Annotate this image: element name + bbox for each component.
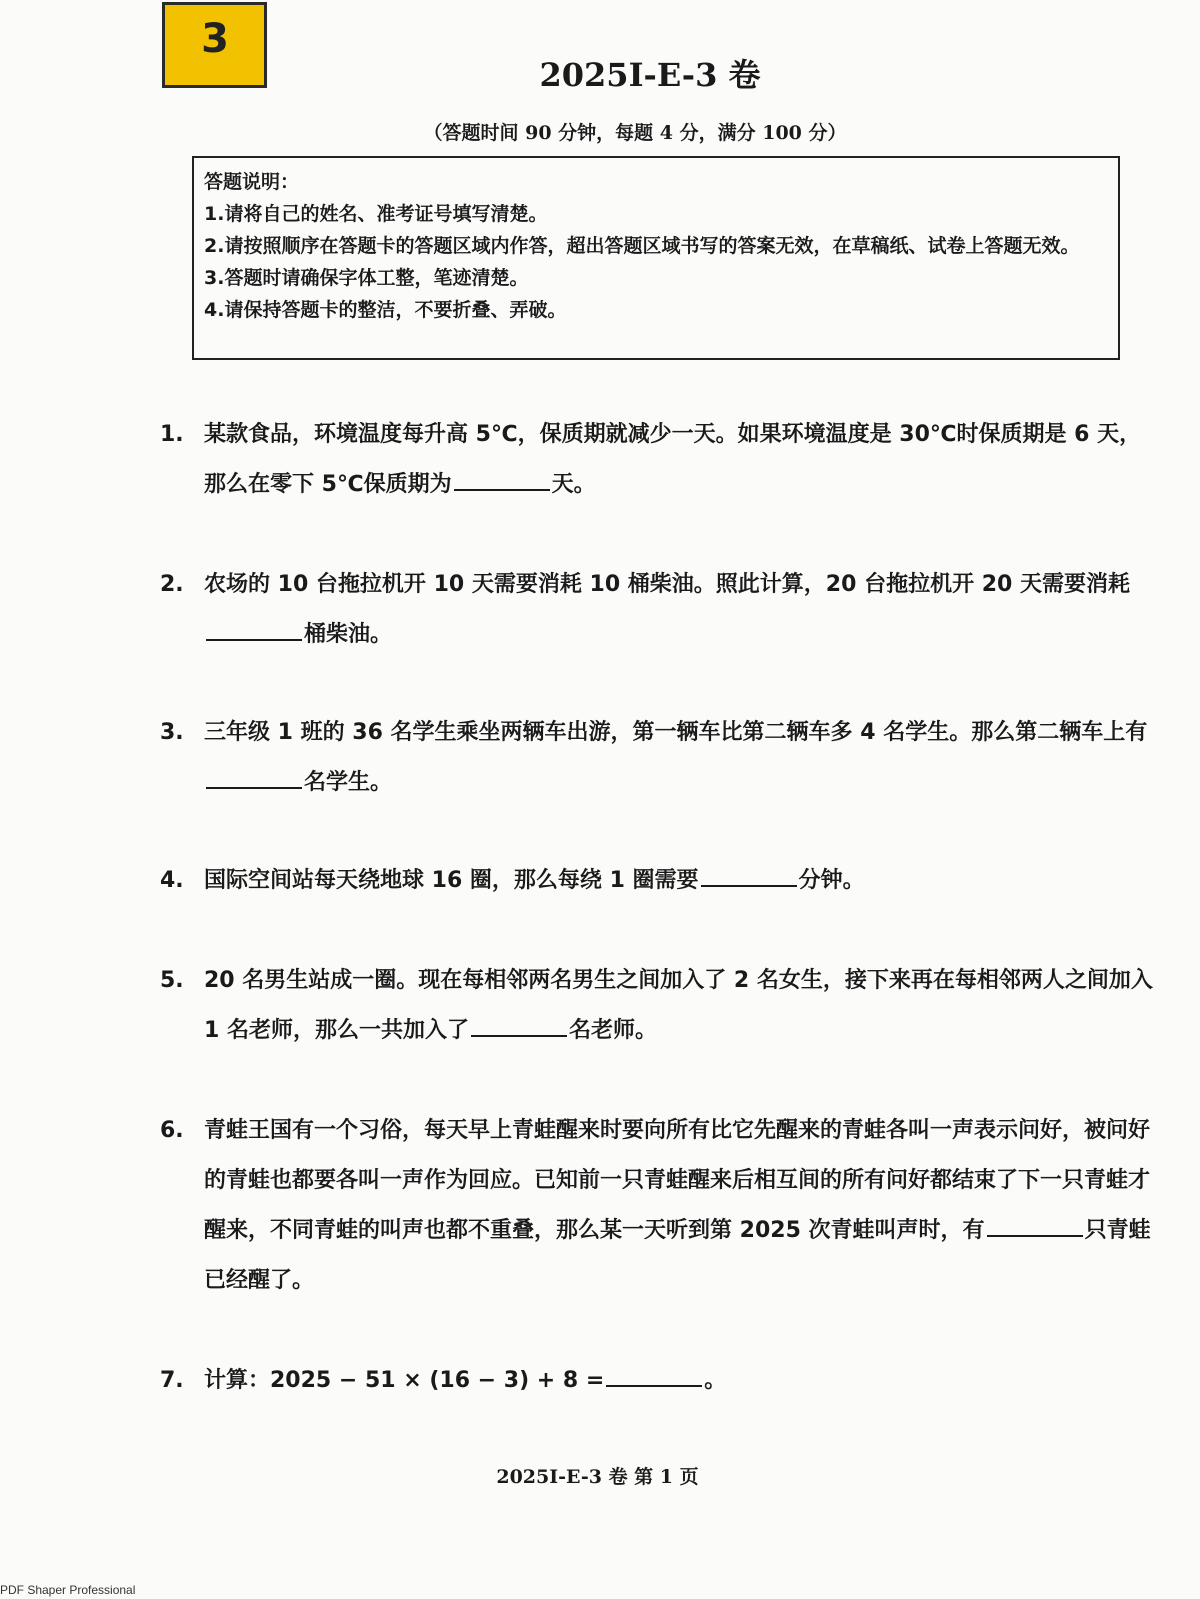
question-4 [160, 856, 1155, 906]
question-6 [160, 1106, 1155, 1306]
instruction-item: 1.请将自己的姓名、准考证号填写清楚。 [204, 203, 548, 225]
question-5 [160, 956, 1155, 1056]
question-text-end: 。 [704, 1368, 727, 1393]
question-text-end: 天。 [551, 472, 596, 497]
question-text: 国际空间站每天绕地球 16 圈，那么每绕 1 圈需要 [204, 868, 699, 893]
question-text-end: 桶柴油。 [304, 622, 393, 647]
question-text-end: 分钟。 [798, 868, 865, 893]
answer-blank[interactable] [454, 465, 550, 491]
question-text: 青蛙王国有一个习俗，每天早上青蛙醒来时要向所有比它先醒来的青蛙各叫一声表示问好，被问好的青蛙也都要各叫一声作为回应。已知前一只青蛙醒来后相互间的所有问好都结束了下一只青蛙才醒来，不同青蛙的叫声也都不重叠，那么某一天听到第 2025 次青蛙叫声时，有 [204, 1118, 1151, 1243]
answer-blank[interactable] [701, 861, 797, 887]
answer-blank[interactable] [206, 615, 302, 641]
question-number: 1. [160, 422, 184, 447]
question-text-end: 名老师。 [568, 1018, 657, 1043]
question-text-end: 只青蛙已经醒了。 [204, 1218, 1151, 1293]
question-7 [160, 1356, 1155, 1406]
question-number: 4. [160, 868, 184, 893]
question-text: 三年级 1 班的 36 名学生乘坐两辆车出游，第一辆车比第二辆车多 4 名学生。那么第二辆车上有 [204, 720, 1148, 745]
question-number: 2. [160, 572, 184, 597]
instruction-item: 4.请保持答题卡的整洁，不要折叠、弄破。 [204, 299, 567, 321]
question-text: 20 名男生站成一圈。现在每相邻两名男生之间加入了 2 名女生，接下来再在每相邻两人之间加入 1 名老师，那么一共加入了 [204, 968, 1153, 1043]
question-text: 农场的 10 台拖拉机开 10 天需要消耗 10 桶柴油。照此计算，20 台拖拉机开 20 天需要消耗 [204, 572, 1131, 597]
answer-blank[interactable] [471, 1011, 567, 1037]
exam-title: 2025I-E-3 卷 [539, 56, 761, 94]
question-number: 3. [160, 720, 184, 745]
exam-subtitle: （答题时间 90 分钟，每题 4 分，满分 100 分） [423, 122, 847, 144]
question-text: 某款食品，环境温度每升高 5℃，保质期就减少一天。如果环境温度是 30℃时保质期是 6 天，那么在零下 5℃保质期为 [204, 422, 1142, 497]
question-number: 6. [160, 1118, 184, 1143]
instructions-heading: 答题说明： [204, 171, 300, 193]
watermark-text: PDF Shaper Professional [0, 1583, 136, 1597]
answer-blank[interactable] [206, 763, 302, 789]
instructions-box [192, 156, 1120, 360]
question-number: 5. [160, 968, 184, 993]
paper-number: 3 [201, 16, 229, 62]
page-footer: 2025I-E-3 卷 第 1 页 [496, 1466, 699, 1488]
instruction-item: 2.请按照顺序在答题卡的答题区域内作答，超出答题区域书写的答案无效，在草稿纸、试卷上答题无效。 [204, 235, 1080, 257]
question-number: 7. [160, 1368, 184, 1393]
question-text-end: 名学生。 [304, 770, 393, 795]
question-2 [160, 560, 1155, 660]
instruction-item: 3.答题时请确保字体工整，笔迹清楚。 [204, 267, 529, 289]
question-text: 计算：2025 − 51 × (16 − 3) + 8 = [204, 1368, 605, 1393]
answer-blank[interactable] [606, 1361, 702, 1387]
question-3 [160, 708, 1155, 808]
answer-blank[interactable] [987, 1211, 1083, 1237]
question-1 [160, 410, 1155, 510]
